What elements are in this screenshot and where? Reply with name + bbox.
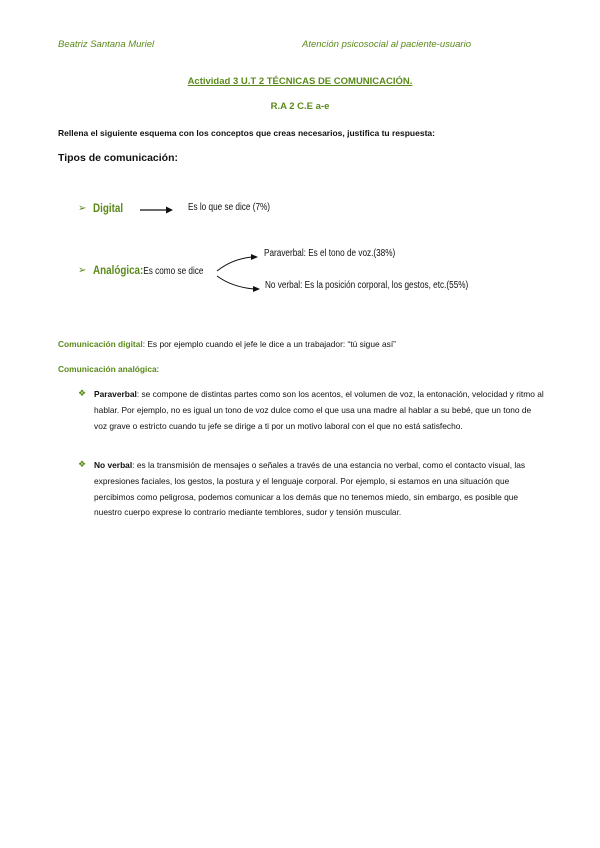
branch-no-verbal: No verbal: Es la posición corporal, los gestos, etc.(55%)	[265, 280, 469, 291]
item-text: : se compone de distintas partes como son los acentos, el volumen de voz, la entonación, velocidad y ritmo al hablar. Por ejemplo, no es igual un tono de voz dulce como el que usa una madre al hablar a su bebé, que un tono de voz grave o estricto cuando tu jefe se dirige a ti por un motivo laboral con el que no está satisfecho.	[94, 389, 544, 431]
digital-example	[58, 336, 548, 353]
branch-arrows	[214, 252, 264, 294]
arrow-bullet-icon: ➢	[78, 203, 87, 214]
digital-description: Es lo que se dice (7%)	[188, 202, 271, 213]
analog-heading-label: Comunicación analógica	[58, 364, 157, 374]
arrow-bullet-icon: ➢	[78, 265, 87, 276]
page-subtitle: R.A 2 C.E a-e	[270, 101, 330, 112]
list-item	[94, 387, 544, 434]
digital-example-text: : Es por ejemplo cuando el jefe le dice a un trabajador: “tú sigue así”	[142, 339, 396, 349]
list-item	[94, 458, 544, 521]
arrow-head-icon	[251, 254, 258, 260]
analogica-description: Es como se dice	[143, 266, 204, 277]
branch-paraverbal: Paraverbal: Es el tono de voz.(38%)	[264, 248, 396, 259]
item-label: Paraverbal	[94, 389, 137, 399]
digital-label: Digital	[93, 201, 124, 215]
header-course: Atención psicosocial al paciente-usuario	[302, 39, 471, 50]
item-text: : es la transmisión de mensajes o señales a través de una estancia no verbal, como el contacto visual, las expresiones faciales, los gestos, la postura y el lenguaje corporal. Por ejemplo, si estamos en una situación que percibimos como peligrosa, podemos comunicar a los demás que no tenemos miedo, sin embargo, es posible que nuestro cuerpo exprese lo contrario mediante temblores, sudor y tensión muscular.	[94, 460, 526, 518]
instructions: Rellena el siguiente esquema con los conceptos que creas necesarios, justifica tu respuesta:	[58, 128, 435, 138]
right-arrow-icon	[140, 205, 174, 215]
diamond-bullet-icon: ❖	[78, 388, 87, 398]
page-title: Actividad 3 U.T 2 TÉCNICAS DE COMUNICACIÓN.	[187, 76, 413, 87]
header-author: Beatriz Santana Muriel	[58, 39, 155, 50]
analogica-line	[93, 263, 203, 277]
analog-heading: Comunicación analógica:	[58, 364, 159, 374]
item-label: No verbal	[94, 460, 133, 470]
section-heading: Tipos de comunicación:	[58, 152, 178, 164]
digital-example-label: Comunicación digital	[58, 339, 143, 349]
arrow-head-icon	[253, 286, 260, 292]
diamond-bullet-icon: ❖	[78, 459, 87, 469]
analogica-label: Analógica:	[93, 263, 144, 277]
